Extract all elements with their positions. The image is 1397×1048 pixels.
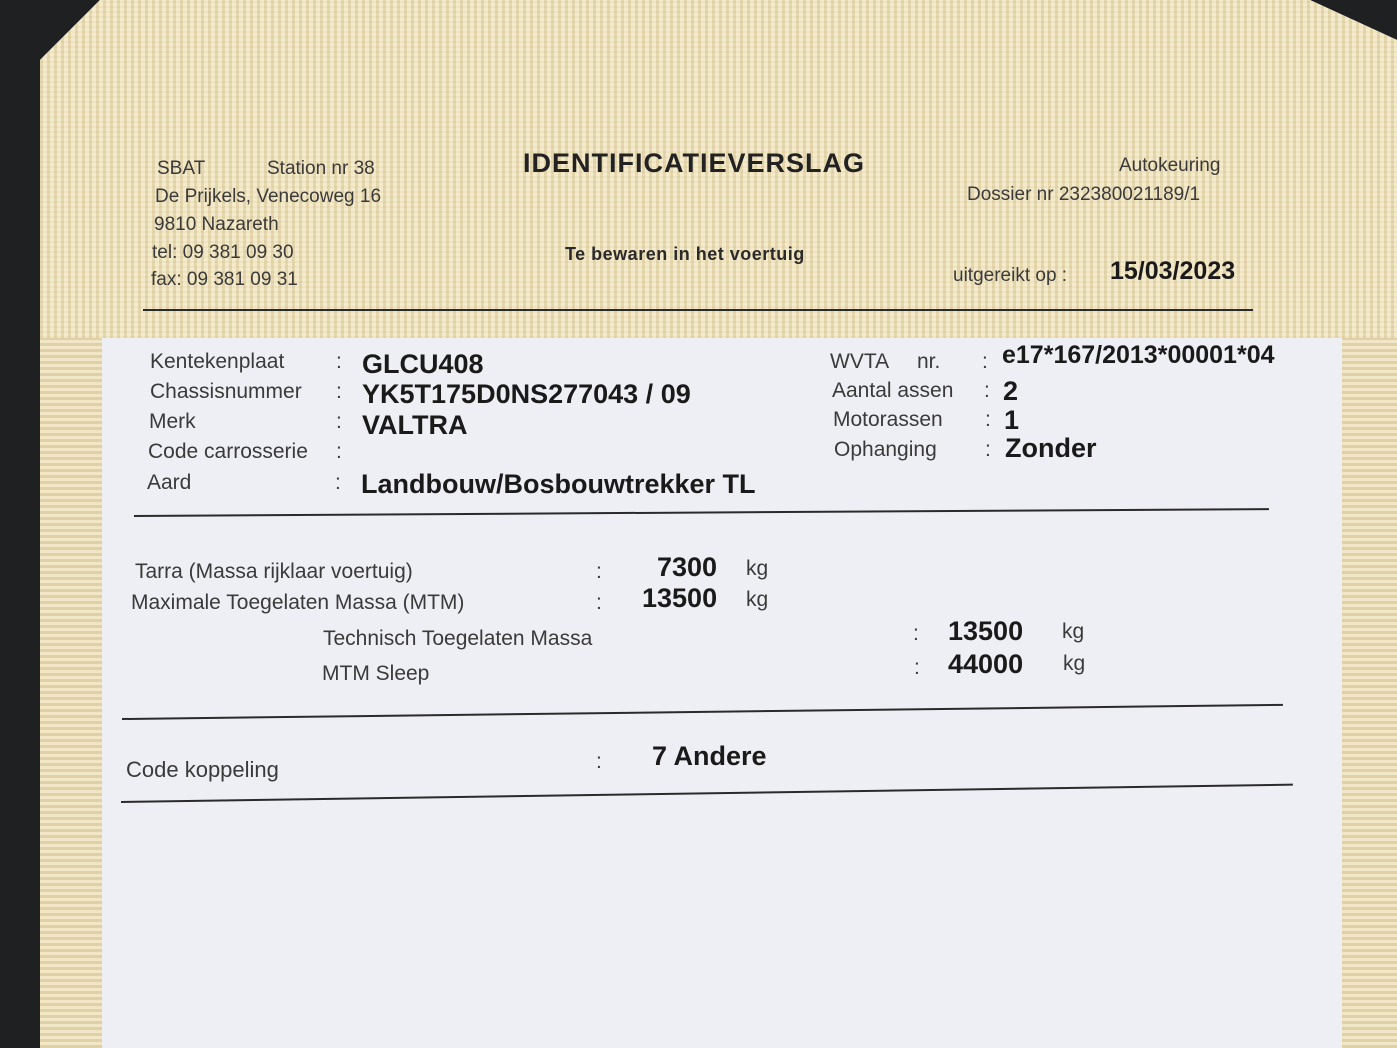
inspection-label: Autokeuring <box>1119 155 1221 176</box>
colon: : <box>336 380 342 403</box>
colon: : <box>336 410 342 433</box>
axles-label: Aantal assen <box>832 379 954 402</box>
technical-mass-value: 13500 <box>948 616 1024 646</box>
wvta-nr-label: nr. <box>917 350 941 373</box>
phone: tel: 09 381 09 30 <box>152 242 294 263</box>
towing-mass-value: 44000 <box>948 649 1024 679</box>
document-title: IDENTIFICATIEVERSLAG <box>523 148 866 178</box>
unit: kg <box>746 588 769 611</box>
colon: : <box>336 350 342 373</box>
kind-value: Landbouw/Bosbouwtrekker TL <box>361 469 756 499</box>
brand-label: Merk <box>149 410 196 433</box>
unit: kg <box>746 557 769 580</box>
towing-mass-label: MTM Sleep <box>322 662 430 685</box>
colon: : <box>335 471 341 494</box>
chassis-value: YK5T175D0NS277043 / 09 <box>362 379 691 409</box>
station-number: Station nr 38 <box>267 158 375 179</box>
pattern-border-left <box>40 338 102 1048</box>
tare-value: 7300 <box>657 552 718 582</box>
document-subtitle: Te bewaren in het voertuig <box>565 244 805 264</box>
address-city: 9810 Nazareth <box>154 214 279 235</box>
body-code-label: Code carrosserie <box>148 440 308 463</box>
plate-value: GLCU408 <box>362 349 484 379</box>
kind-label: Aard <box>147 471 192 494</box>
technical-mass-label: Technisch Toegelaten Massa <box>323 627 593 650</box>
mtm-value: 13500 <box>642 583 718 613</box>
colon: : <box>984 379 990 402</box>
dossier-number: Dossier nr 232380021189/1 <box>967 184 1201 205</box>
wvta-value: e17*167/2013*00001*04 <box>1002 341 1275 369</box>
coupling-label: Code koppeling <box>126 757 279 782</box>
brand-value: VALTRA <box>362 410 468 440</box>
colon: : <box>336 440 342 463</box>
axles-value: 2 <box>1003 376 1019 406</box>
tare-label: Tarra (Massa rijklaar voertuig) <box>135 560 413 583</box>
colon: : <box>596 560 602 583</box>
header-divider <box>143 309 1253 311</box>
chassis-label: Chassisnummer <box>150 380 302 403</box>
unit: kg <box>1062 620 1085 643</box>
issued-label: uitgereikt op : <box>953 265 1068 286</box>
colon: : <box>914 656 920 679</box>
mtm-label: Maximale Toegelaten Massa (MTM) <box>131 591 465 614</box>
wvta-label: WVTA <box>830 350 890 373</box>
fax: fax: 09 381 09 31 <box>151 269 298 290</box>
colon: : <box>985 438 991 461</box>
plate-label: Kentekenplaat <box>150 350 285 373</box>
colon: : <box>596 591 602 614</box>
colon: : <box>982 350 988 373</box>
suspension-value: Zonder <box>1005 433 1097 463</box>
org-name: SBAT <box>157 158 206 179</box>
unit: kg <box>1063 652 1086 675</box>
issued-date: 15/03/2023 <box>1110 257 1236 285</box>
motor-axles-value: 1 <box>1004 405 1020 435</box>
colon: : <box>913 622 919 645</box>
address-street: De Prijkels, Venecoweg 16 <box>155 186 382 207</box>
coupling-value: 7 Andere <box>652 741 767 771</box>
motor-axles-label: Motorassen <box>833 408 943 431</box>
suspension-label: Ophanging <box>834 438 937 461</box>
colon: : <box>596 750 602 773</box>
colon: : <box>985 408 991 431</box>
